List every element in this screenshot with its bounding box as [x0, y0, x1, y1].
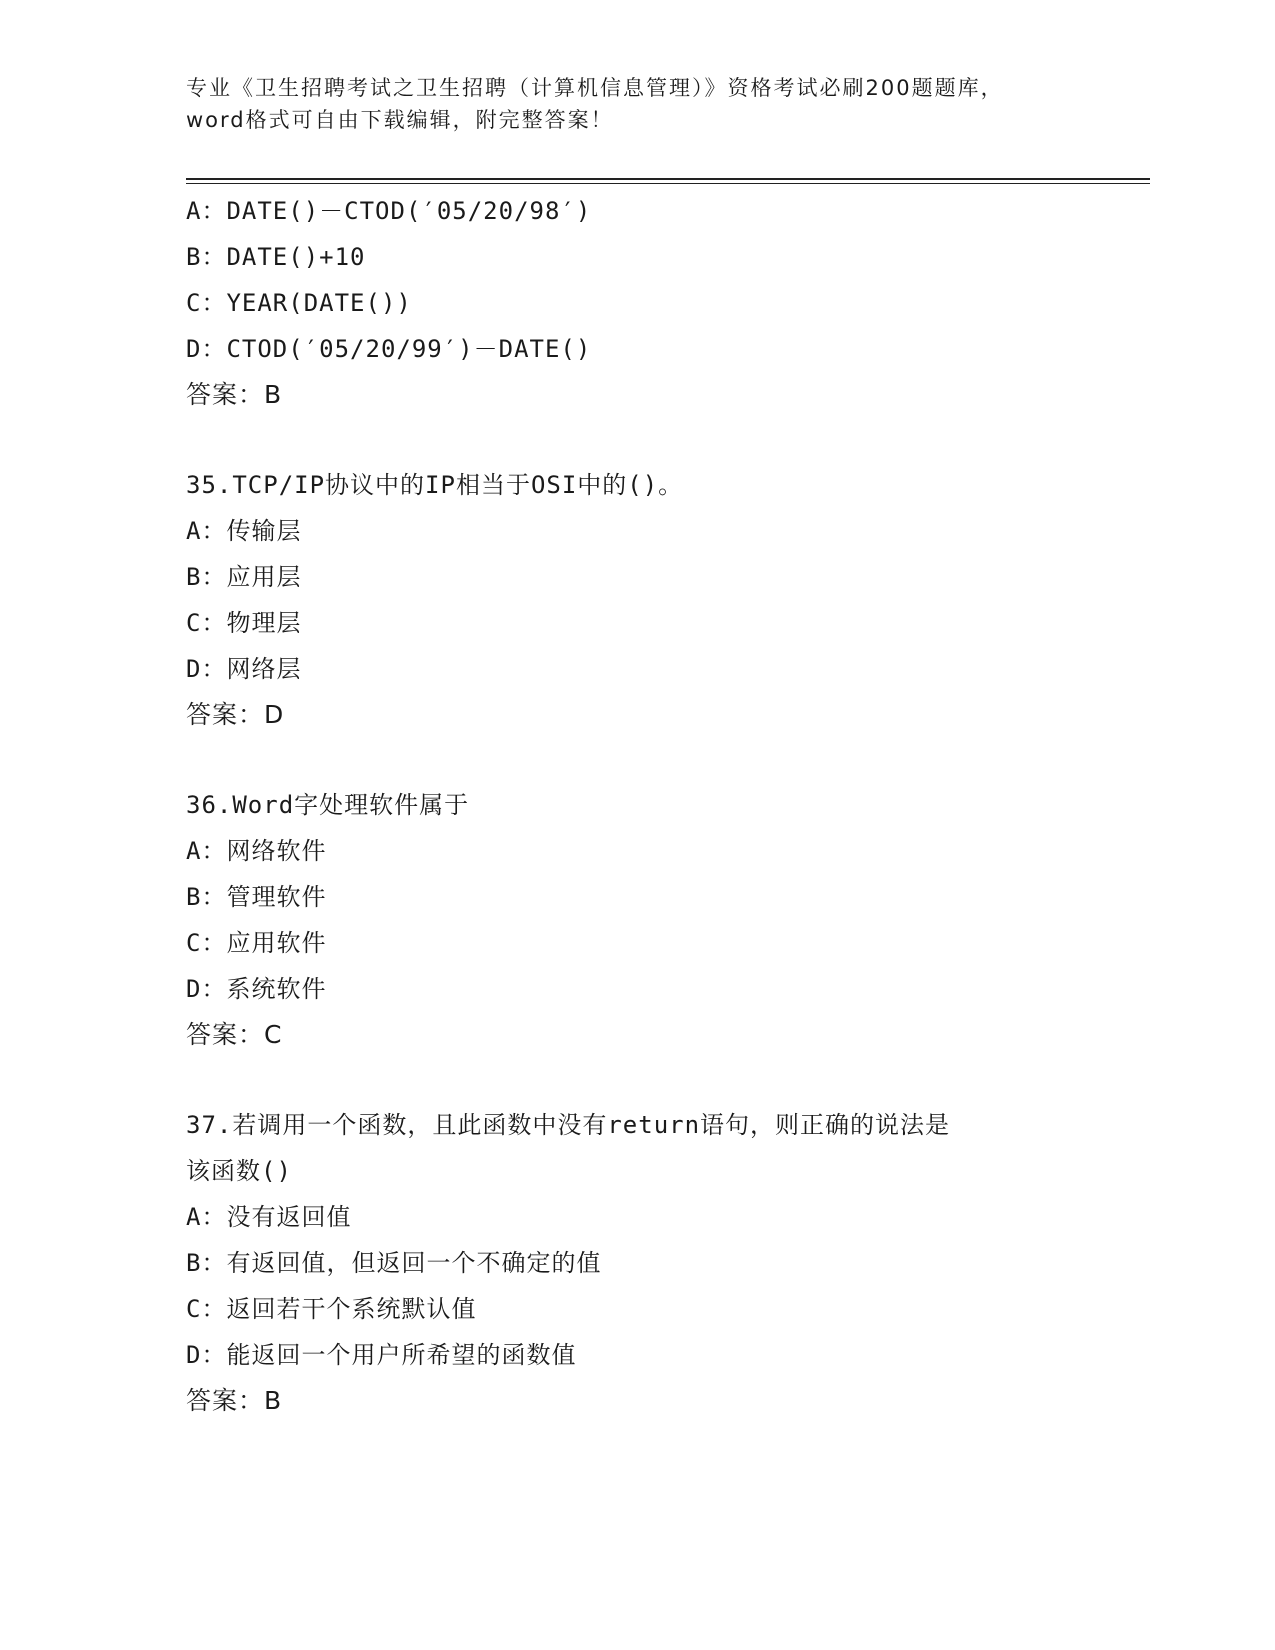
question-stem-line-1: 37.若调用一个函数，且此函数中没有return语句，则正确的说法是 [186, 1111, 951, 1139]
question-stem: 36.Word字处理软件属于 [186, 791, 470, 819]
header-divider [186, 178, 1150, 180]
option-a: A：传输层 [186, 517, 302, 545]
option-a: A：网络软件 [186, 837, 327, 865]
option-b: B：应用层 [186, 563, 302, 591]
question-stem: 35.TCP/IP协议中的IP相当于OSI中的()。 [186, 471, 684, 499]
option-b: B：DATE()+10 [186, 243, 366, 271]
option-d: D：CTOD(′05/20/99′)－DATE() [186, 335, 592, 363]
option-c: C：YEAR(DATE()) [186, 289, 412, 317]
question-stem-line-2: 该函数() [186, 1157, 292, 1185]
option-d: D：能返回一个用户所希望的函数值 [186, 1341, 577, 1369]
answer-label: 答案：B [186, 1386, 283, 1415]
option-b: B：管理软件 [186, 883, 327, 911]
document-header [186, 72, 1066, 136]
answer-label: 答案：B [186, 380, 283, 409]
option-c: C：物理层 [186, 609, 302, 637]
header-line-1: 专业《卫生招聘考试之卫生招聘（计算机信息管理）》资格考试必刷200题题库， [186, 76, 1004, 100]
option-a: A：没有返回值 [186, 1203, 352, 1231]
answer-label: 答案：D [186, 700, 285, 729]
option-c: C：应用软件 [186, 929, 327, 957]
option-d: D：网络层 [186, 655, 302, 683]
option-d: D：系统软件 [186, 975, 327, 1003]
header-line-2: word格式可自由下载编辑，附完整答案！ [186, 108, 614, 132]
question-list [186, 188, 1086, 1424]
option-c: C：返回若干个系统默认值 [186, 1295, 477, 1323]
option-b: B：有返回值，但返回一个不确定的值 [186, 1249, 602, 1277]
question-37 [186, 1102, 1086, 1424]
header-divider-thin [186, 183, 1150, 184]
answer-label: 答案：C [186, 1020, 283, 1049]
question-35 [186, 462, 1086, 738]
question-34-tail [186, 188, 1086, 418]
option-a: A：DATE()－CTOD(′05/20/98′) [186, 197, 592, 225]
question-36 [186, 782, 1086, 1058]
